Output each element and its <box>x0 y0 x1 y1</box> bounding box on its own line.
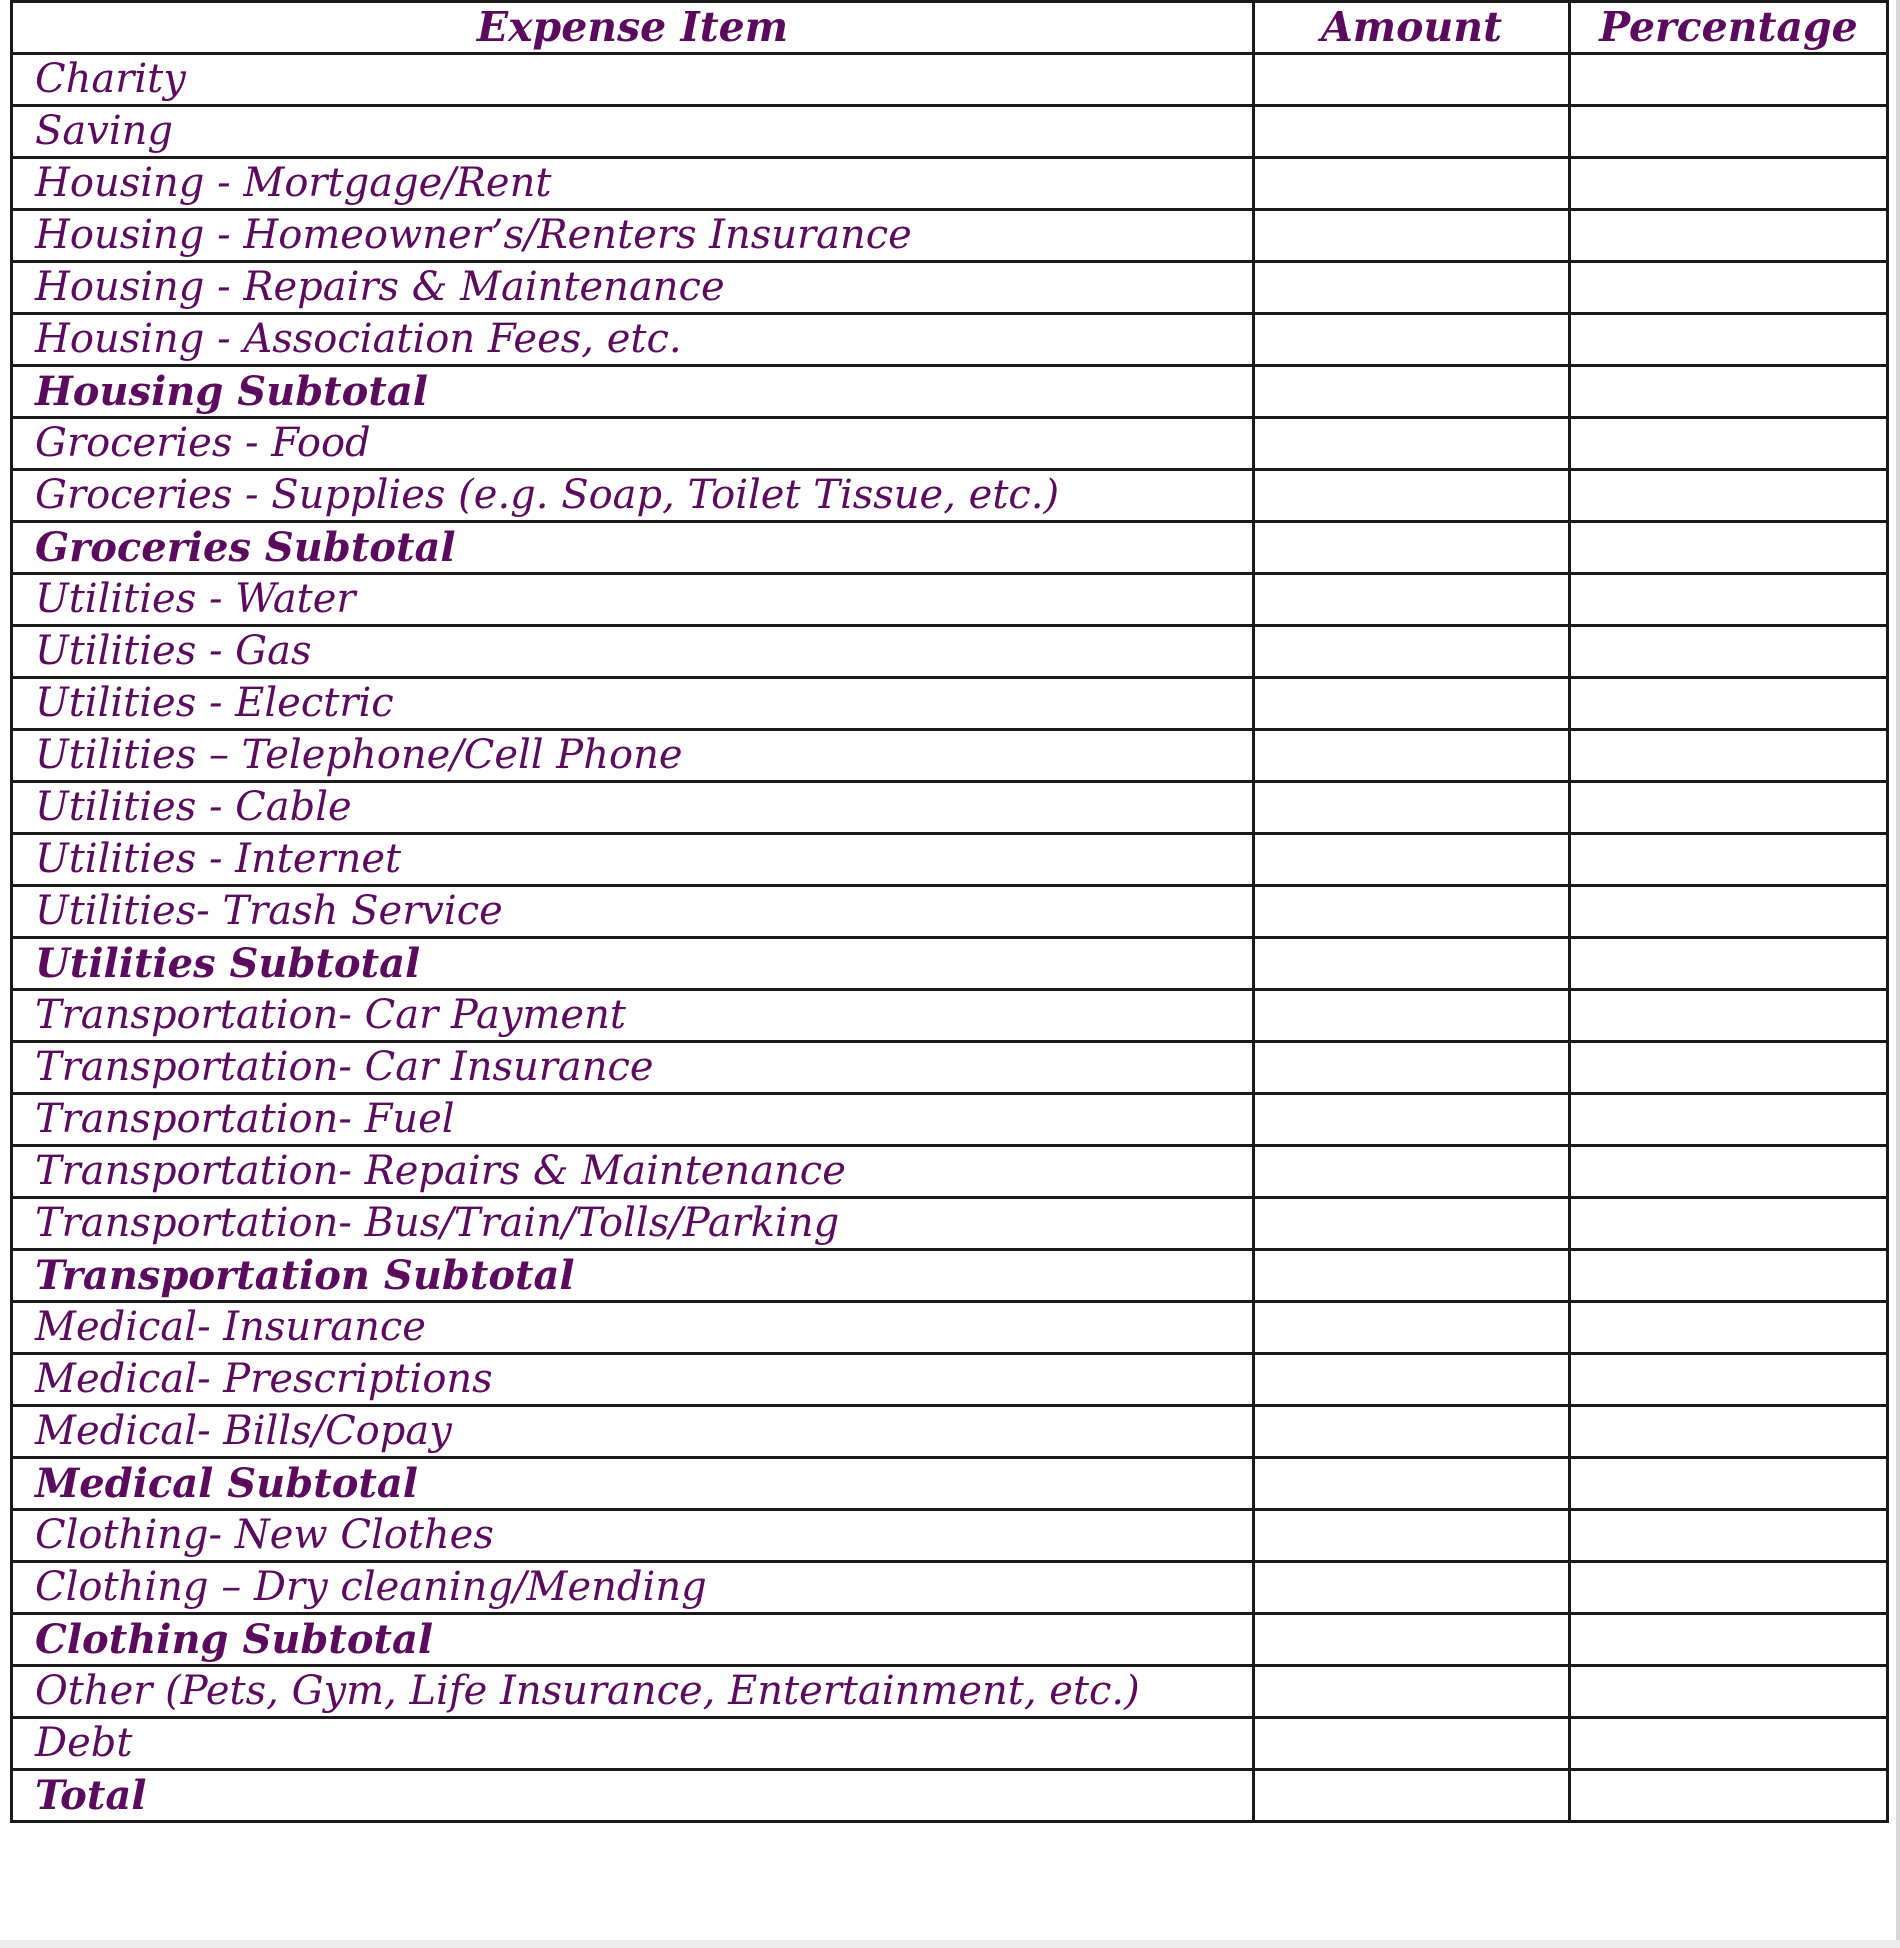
table-row <box>12 1198 1888 1250</box>
subtotal-row <box>12 366 1888 418</box>
amount-cell[interactable] <box>1254 730 1570 782</box>
subtotal-row <box>12 1458 1888 1510</box>
expense-item-label: Transportation- Car Payment <box>12 990 1254 1042</box>
expense-item-label: Utilities - Cable <box>12 782 1254 834</box>
header-expense-item: Expense Item <box>12 2 1254 54</box>
header-row <box>12 2 1888 54</box>
amount-cell[interactable] <box>1254 626 1570 678</box>
table-row <box>12 626 1888 678</box>
expense-item-label: Housing - Association Fees, etc. <box>12 314 1254 366</box>
expense-item-label: Transportation- Car Insurance <box>12 1042 1254 1094</box>
expense-item-label: Utilities - Gas <box>12 626 1254 678</box>
percentage-cell[interactable] <box>1570 314 1888 366</box>
expense-item-label: Saving <box>12 106 1254 158</box>
percentage-cell[interactable] <box>1570 782 1888 834</box>
expense-item-label: Debt <box>12 1718 1254 1770</box>
table-row <box>12 1666 1888 1718</box>
subtotal-label: Utilities Subtotal <box>12 938 1254 990</box>
amount-cell[interactable] <box>1254 418 1570 470</box>
amount-cell[interactable] <box>1254 1718 1570 1770</box>
table-row <box>12 470 1888 522</box>
table-row <box>12 1406 1888 1458</box>
percentage-cell[interactable] <box>1570 1302 1888 1354</box>
table-row <box>12 54 1888 106</box>
amount-cell[interactable] <box>1254 106 1570 158</box>
percentage-cell[interactable] <box>1570 834 1888 886</box>
expense-item-label: Clothing – Dry cleaning/Mending <box>12 1562 1254 1614</box>
percentage-cell[interactable] <box>1570 1042 1888 1094</box>
amount-cell[interactable] <box>1254 54 1570 106</box>
percentage-cell[interactable] <box>1570 418 1888 470</box>
subtotal-row <box>12 1614 1888 1666</box>
expense-item-label: Clothing- New Clothes <box>12 1510 1254 1562</box>
table-row <box>12 314 1888 366</box>
amount-cell[interactable] <box>1254 1250 1570 1302</box>
amount-cell[interactable] <box>1254 262 1570 314</box>
header-amount: Amount <box>1254 2 1570 54</box>
amount-cell[interactable] <box>1254 1510 1570 1562</box>
table-row <box>12 574 1888 626</box>
percentage-cell[interactable] <box>1570 1198 1888 1250</box>
percentage-cell[interactable] <box>1570 730 1888 782</box>
amount-cell[interactable] <box>1254 1094 1570 1146</box>
percentage-cell[interactable] <box>1570 366 1888 418</box>
amount-cell[interactable] <box>1254 158 1570 210</box>
table-row <box>12 730 1888 782</box>
percentage-cell[interactable] <box>1570 1458 1888 1510</box>
percentage-cell[interactable] <box>1570 106 1888 158</box>
subtotal-label: Groceries Subtotal <box>12 522 1254 574</box>
expense-item-label: Transportation- Fuel <box>12 1094 1254 1146</box>
table-row <box>12 262 1888 314</box>
amount-cell[interactable] <box>1254 886 1570 938</box>
subtotal-label: Clothing Subtotal <box>12 1614 1254 1666</box>
percentage-cell[interactable] <box>1570 626 1888 678</box>
amount-cell[interactable] <box>1254 834 1570 886</box>
amount-cell[interactable] <box>1254 1406 1570 1458</box>
expense-item-label: Housing - Repairs & Maintenance <box>12 262 1254 314</box>
amount-cell[interactable] <box>1254 210 1570 262</box>
percentage-cell[interactable] <box>1570 262 1888 314</box>
percentage-cell[interactable] <box>1570 990 1888 1042</box>
subtotal-row <box>12 522 1888 574</box>
subtotal-label: Housing Subtotal <box>12 366 1254 418</box>
amount-cell[interactable] <box>1254 1042 1570 1094</box>
table-row <box>12 834 1888 886</box>
percentage-cell[interactable] <box>1570 1770 1888 1822</box>
amount-cell[interactable] <box>1254 1614 1570 1666</box>
table-row <box>12 886 1888 938</box>
percentage-cell[interactable] <box>1570 1354 1888 1406</box>
percentage-cell[interactable] <box>1570 1666 1888 1718</box>
total-label: Total <box>12 1770 1254 1822</box>
percentage-cell[interactable] <box>1570 1562 1888 1614</box>
amount-cell[interactable] <box>1254 1302 1570 1354</box>
subtotal-label: Medical Subtotal <box>12 1458 1254 1510</box>
amount-cell[interactable] <box>1254 314 1570 366</box>
percentage-cell[interactable] <box>1570 1146 1888 1198</box>
amount-cell[interactable] <box>1254 938 1570 990</box>
expense-item-label: Medical- Bills/Copay <box>12 1406 1254 1458</box>
table-row <box>12 782 1888 834</box>
percentage-cell[interactable] <box>1570 54 1888 106</box>
table-row <box>12 1562 1888 1614</box>
subtotal-row <box>12 938 1888 990</box>
expense-item-label: Utilities - Internet <box>12 834 1254 886</box>
table-row <box>12 1302 1888 1354</box>
amount-cell[interactable] <box>1254 1666 1570 1718</box>
expense-item-label: Other (Pets, Gym, Life Insurance, Entertainment, etc.) <box>12 1666 1254 1718</box>
table-row <box>12 1094 1888 1146</box>
amount-cell[interactable] <box>1254 1146 1570 1198</box>
table-row <box>12 1510 1888 1562</box>
amount-cell[interactable] <box>1254 1354 1570 1406</box>
percentage-cell[interactable] <box>1570 1614 1888 1666</box>
percentage-cell[interactable] <box>1570 470 1888 522</box>
amount-cell[interactable] <box>1254 678 1570 730</box>
percentage-cell[interactable] <box>1570 1510 1888 1562</box>
amount-cell[interactable] <box>1254 990 1570 1042</box>
table-row <box>12 106 1888 158</box>
expense-table <box>10 0 1889 1823</box>
expense-item-label: Groceries - Supplies (e.g. Soap, Toilet Tissue, etc.) <box>12 470 1254 522</box>
table-row <box>12 158 1888 210</box>
amount-cell[interactable] <box>1254 470 1570 522</box>
page-edge-bottom <box>0 1940 1900 1948</box>
subtotal-label: Transportation Subtotal <box>12 1250 1254 1302</box>
expense-item-label: Medical- Prescriptions <box>12 1354 1254 1406</box>
expense-item-label: Housing - Homeowner’s/Renters Insurance <box>12 210 1254 262</box>
amount-cell[interactable] <box>1254 1770 1570 1822</box>
expense-item-label: Utilities – Telephone/Cell Phone <box>12 730 1254 782</box>
amount-cell[interactable] <box>1254 782 1570 834</box>
percentage-cell[interactable] <box>1570 938 1888 990</box>
expense-item-label: Medical- Insurance <box>12 1302 1254 1354</box>
expense-item-label: Transportation- Repairs & Maintenance <box>12 1146 1254 1198</box>
total-row <box>12 1770 1888 1822</box>
amount-cell[interactable] <box>1254 1458 1570 1510</box>
expense-item-label: Housing - Mortgage/Rent <box>12 158 1254 210</box>
percentage-cell[interactable] <box>1570 1250 1888 1302</box>
amount-cell[interactable] <box>1254 366 1570 418</box>
expense-item-label: Utilities- Trash Service <box>12 886 1254 938</box>
table-row <box>12 1042 1888 1094</box>
expense-item-label: Utilities - Water <box>12 574 1254 626</box>
expense-item-label: Transportation- Bus/Train/Tolls/Parking <box>12 1198 1254 1250</box>
amount-cell[interactable] <box>1254 574 1570 626</box>
table-row <box>12 678 1888 730</box>
percentage-cell[interactable] <box>1570 1718 1888 1770</box>
table-row <box>12 1146 1888 1198</box>
table-row <box>12 990 1888 1042</box>
percentage-cell[interactable] <box>1570 1094 1888 1146</box>
percentage-cell[interactable] <box>1570 1406 1888 1458</box>
budget-sheet <box>10 0 1886 1823</box>
percentage-cell[interactable] <box>1570 210 1888 262</box>
page-edge-right <box>1896 0 1900 1948</box>
expense-item-label: Groceries - Food <box>12 418 1254 470</box>
table-row <box>12 1718 1888 1770</box>
percentage-cell[interactable] <box>1570 886 1888 938</box>
amount-cell[interactable] <box>1254 1562 1570 1614</box>
table-row <box>12 1354 1888 1406</box>
amount-cell[interactable] <box>1254 522 1570 574</box>
percentage-cell[interactable] <box>1570 158 1888 210</box>
expense-item-label: Charity <box>12 54 1254 106</box>
subtotal-row <box>12 1250 1888 1302</box>
expense-item-label: Utilities - Electric <box>12 678 1254 730</box>
expense-rows <box>12 54 1888 1822</box>
table-row <box>12 418 1888 470</box>
percentage-cell[interactable] <box>1570 574 1888 626</box>
table-row <box>12 210 1888 262</box>
percentage-cell[interactable] <box>1570 678 1888 730</box>
header-percentage: Percentage <box>1570 2 1888 54</box>
amount-cell[interactable] <box>1254 1198 1570 1250</box>
percentage-cell[interactable] <box>1570 522 1888 574</box>
